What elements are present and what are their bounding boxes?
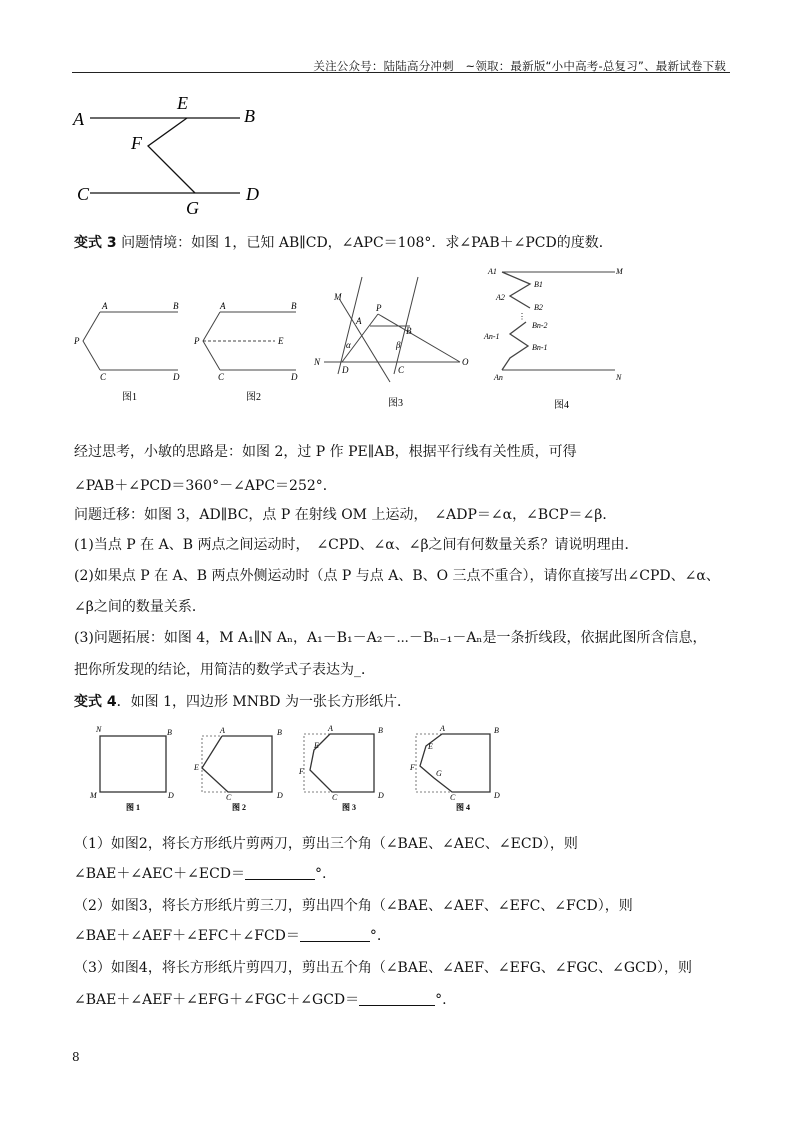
svg-text:D: D bbox=[168, 791, 174, 800]
svg-text:D: D bbox=[277, 791, 283, 800]
variant4-intro-line bbox=[74, 692, 411, 712]
variant3-figures bbox=[70, 262, 730, 412]
variant3-q1: (1)当点 P 在 A、B 两点之间运动时， ∠CPD、∠α、∠β之间有何数量关系？请说明理由． bbox=[74, 537, 639, 553]
label-c: C bbox=[77, 184, 90, 204]
v3-fig4-dots: ⋮ bbox=[518, 312, 526, 321]
answer-blank-3[interactable] bbox=[359, 991, 435, 1006]
svg-text:N: N bbox=[616, 373, 622, 382]
degree-3: °. bbox=[435, 992, 447, 1008]
svg-text:C: C bbox=[398, 365, 405, 375]
svg-text:α: α bbox=[346, 340, 351, 350]
svg-text:O: O bbox=[462, 357, 469, 367]
svg-text:A: A bbox=[220, 726, 225, 735]
svg-text:图 1: 图 1 bbox=[126, 803, 140, 812]
variant3-q3b: 把你所发现的结论，用简洁的数学式子表达为_． bbox=[74, 662, 375, 678]
svg-text:N: N bbox=[314, 357, 321, 367]
variant4-figures bbox=[70, 718, 510, 818]
svg-text:D: D bbox=[291, 372, 298, 382]
svg-text:Bn-2: Bn-2 bbox=[532, 321, 548, 330]
variant4-intro: ．如图 1，四边形 MNBD 为一张长方形纸片． bbox=[116, 694, 411, 710]
variant3-q2a: (2)如果点 P 在 A、B 两点外侧运动时（点 P 与点 A、B、O 三点不重合），请你直接写出∠CPD、∠α、 bbox=[74, 568, 720, 584]
label-d: D bbox=[246, 184, 259, 204]
svg-text:E: E bbox=[194, 763, 199, 772]
answer-blank-2[interactable] bbox=[300, 927, 370, 942]
svg-text:B: B bbox=[494, 726, 499, 735]
v4-fig1 bbox=[89, 725, 174, 812]
variant3-think2: ∠PAB＋∠PCD＝360°－∠APC＝252°． bbox=[74, 478, 337, 494]
svg-text:M: M bbox=[90, 791, 97, 800]
svg-text:F: F bbox=[299, 767, 304, 776]
svg-text:β: β bbox=[396, 340, 401, 350]
svg-text:A: A bbox=[440, 724, 445, 733]
svg-text:B: B bbox=[378, 726, 383, 735]
svg-text:C: C bbox=[450, 793, 456, 802]
svg-text:A1: A1 bbox=[488, 267, 497, 276]
svg-text:D: D bbox=[378, 791, 384, 800]
svg-text:A: A bbox=[102, 301, 108, 311]
top-figure bbox=[70, 92, 270, 222]
label-e: E bbox=[177, 93, 188, 113]
degree-2: °. bbox=[369, 928, 382, 944]
variant3-think1: 经过思考，小敏的思路是：如图 2，过 P 作 PE∥AB，根据平行线有关性质，可得 bbox=[74, 444, 577, 460]
variant3-intro-line bbox=[74, 233, 613, 253]
variant3-intro: 问题情境：如图 1，已知 AB∥CD，∠APC＝108°．求∠PAB＋∠PCD的度数． bbox=[121, 235, 613, 251]
svg-text:M: M bbox=[334, 292, 342, 302]
svg-text:C: C bbox=[218, 372, 225, 382]
v3-fig2-caption: 图2 bbox=[246, 392, 261, 403]
page-number: 8 bbox=[72, 1050, 80, 1064]
svg-text:D: D bbox=[342, 365, 349, 375]
v3-fig3 bbox=[313, 277, 469, 409]
variant4-p1b: ∠BAE＋∠AEC＋∠ECD＝ bbox=[74, 866, 246, 882]
svg-text:B: B bbox=[277, 728, 282, 737]
variant3-transfer: 问题迁移：如图 3，AD∥BC，点 P 在射线 OM 上运动， ∠ADP＝∠α，∠BCP＝∠β． bbox=[74, 507, 617, 523]
variant4-p2b: ∠BAE＋∠AEF＋∠EFC＋∠FCD＝ bbox=[74, 928, 300, 944]
v4-fig4 bbox=[409, 724, 500, 812]
svg-text:B: B bbox=[291, 301, 297, 311]
svg-text:E: E bbox=[314, 741, 319, 750]
svg-text:N: N bbox=[96, 725, 102, 734]
page-header: 关注公众号：陆陆高分冲刺 ~领取：最新版“小中高考-总复习”、最新试卷下载 bbox=[313, 59, 726, 73]
svg-text:图 2: 图 2 bbox=[232, 803, 246, 812]
svg-text:C: C bbox=[332, 793, 338, 802]
svg-text:P: P bbox=[74, 336, 80, 346]
svg-text:E: E bbox=[428, 742, 433, 751]
variant3-q2b: ∠β之间的数量关系． bbox=[74, 599, 206, 615]
svg-text:An: An bbox=[494, 373, 503, 382]
variant4-title: 变式 4 bbox=[74, 694, 117, 710]
v3-fig1 bbox=[73, 301, 180, 403]
v3-fig2 bbox=[193, 301, 298, 403]
svg-text:图 4: 图 4 bbox=[456, 803, 470, 812]
degree-1: °. bbox=[315, 866, 327, 882]
variant4-p3a: （3）如图4，将长方形纸片剪四刀，剪出五个角（∠BAE、∠AEF、∠EFG、∠FGC、∠GCD），则 bbox=[74, 960, 692, 976]
svg-text:D: D bbox=[173, 372, 180, 382]
v4-fig3 bbox=[298, 724, 384, 812]
variant3-q3a: (3)问题拓展：如图 4，M A₁∥N Aₙ，A₁－B₁－A₂－⋯－Bₙ₋₁－Aₙ是一条折线段，依据此图所含信息， bbox=[74, 630, 707, 646]
label-f: F bbox=[131, 133, 142, 153]
svg-text:A: A bbox=[328, 724, 333, 733]
header-rule bbox=[72, 72, 730, 73]
v3-fig3-caption: 图3 bbox=[388, 398, 403, 409]
svg-text:A: A bbox=[220, 301, 226, 311]
label-g: G bbox=[186, 198, 199, 218]
svg-text:D: D bbox=[494, 791, 500, 800]
v3-fig4 bbox=[483, 267, 624, 411]
svg-text:C: C bbox=[100, 372, 107, 382]
v3-fig4-caption: 图4 bbox=[554, 400, 569, 411]
variant4-p2b-line bbox=[74, 926, 381, 946]
svg-text:G: G bbox=[436, 769, 442, 778]
v3-fig1-caption: 图1 bbox=[122, 392, 137, 403]
svg-text:B: B bbox=[173, 301, 179, 311]
svg-text:P: P bbox=[376, 303, 382, 313]
svg-text:P: P bbox=[194, 336, 200, 346]
svg-text:Bn-1: Bn-1 bbox=[532, 343, 548, 352]
variant4-p3b: ∠BAE＋∠AEF＋∠EFG＋∠FGC＋∠GCD＝ bbox=[74, 992, 360, 1008]
answer-blank-1[interactable] bbox=[245, 865, 315, 880]
label-b: B bbox=[244, 106, 255, 126]
v4-fig2 bbox=[193, 726, 283, 812]
svg-text:C: C bbox=[226, 793, 232, 802]
svg-text:B1: B1 bbox=[534, 280, 543, 289]
svg-text:B: B bbox=[167, 728, 172, 737]
svg-text:F: F bbox=[410, 763, 415, 772]
variant4-p1b-line bbox=[74, 864, 326, 884]
variant4-p3b-line bbox=[74, 990, 447, 1010]
svg-text:图 3: 图 3 bbox=[342, 803, 356, 812]
svg-text:B2: B2 bbox=[534, 303, 543, 312]
variant3-title: 变式 3 bbox=[74, 235, 117, 251]
variant4-p2a: （2）如图3，将长方形纸片剪三刀，剪出四个角（∠BAE、∠AEF、∠EFC、∠FCD），则 bbox=[74, 898, 633, 914]
svg-text:A: A bbox=[356, 316, 362, 326]
svg-text:M: M bbox=[616, 267, 623, 276]
variant4-p1a: （1）如图2，将长方形纸片剪两刀，剪出三个角（∠BAE、∠AEC、∠ECD），则 bbox=[74, 836, 578, 852]
label-a: A bbox=[73, 109, 84, 129]
svg-text:An-1: An-1 bbox=[484, 332, 500, 341]
svg-text:B: B bbox=[406, 326, 412, 336]
svg-text:E: E bbox=[278, 336, 284, 346]
svg-text:A2: A2 bbox=[496, 293, 505, 302]
